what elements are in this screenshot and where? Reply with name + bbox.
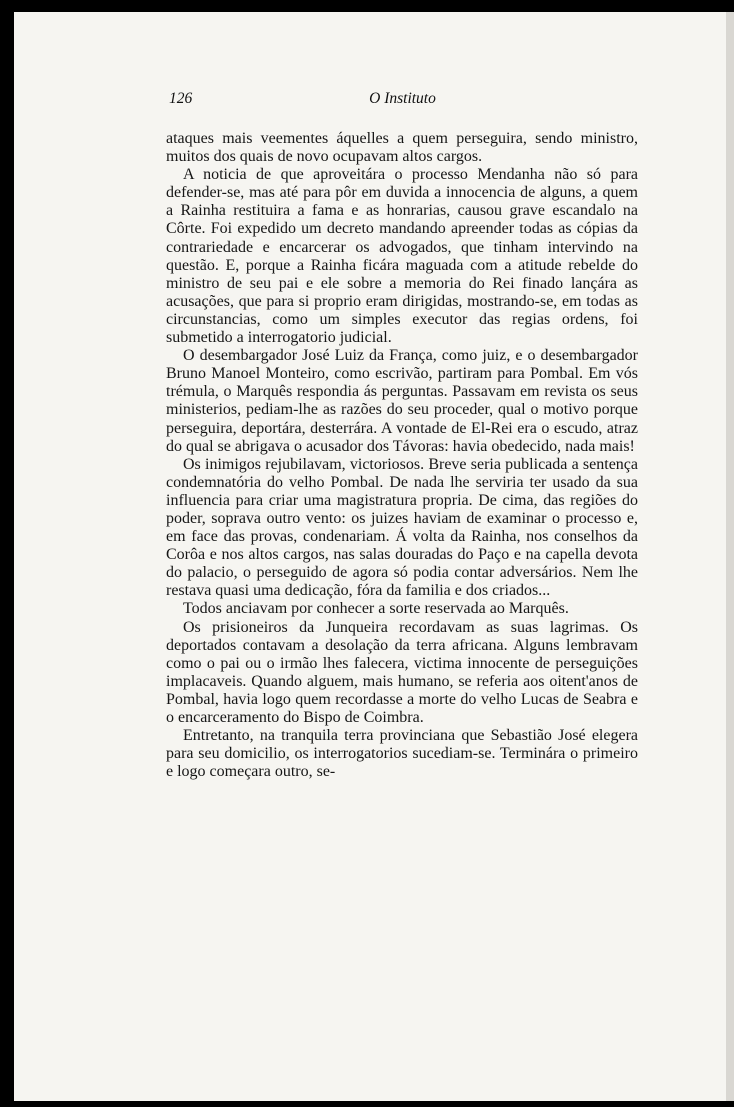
- running-title: O Instituto: [369, 90, 436, 107]
- paragraph: ataques mais veementes áquelles a quem perseguira, sendo ministro, muitos dos quais de novo ocupavam altos cargos.: [166, 130, 638, 166]
- page-header: [169, 90, 636, 112]
- paragraph: Os inimigos rejubilavam, victoriosos. Breve seria publicada a sentença condemnatória do velho Pombal. De nada lhe serviria ter usado da sua influencia para criar uma magistratura propria. De cima, das regiões do poder, soprava outro vento: os juizes haviam de examinar o processo e, em face das provas, condenariam. Á volta da Rainha, nos conselhos da Corôa e nos altos cargos, nas salas douradas do Paço e na capella devota do palacio, o perseguido de agora só podia contar adversários. Nem lhe restava quasi uma dedicação, fóra da familia e dos criados...: [166, 455, 638, 600]
- paragraph: Os prisioneiros da Junqueira recordavam as suas lagrimas. Os deportados contavam a desolação da terra africana. Alguns lembravam como o pai ou o irmão lhes falecera, victima innocente de perseguições implacaveis. Quando alguem, mais humano, se referia aos oitent'anos de Pombal, havia logo quem recordasse a morte do velho Lucas de Seabra e o encarceramento do Bispo de Coimbra.: [166, 618, 638, 726]
- page-number: 126: [169, 90, 193, 107]
- paragraph: Entretanto, na tranquila terra provinciana que Sebastião José elegera para seu domicilio, os interrogatorios sucediam-se. Terminára o primeiro e logo começara outro, se-: [166, 727, 638, 781]
- paragraph: A noticia de que aproveitára o processo Mendanha não só para defender-se, mas até para pôr em duvida a innocencia de alguns, a quem a Rainha restituira a fama e as honrarias, causou grave escandalo na Côrte. Foi expedido um decreto mandando apreender todas as cópias da contrariedade e encarcerar os advogados, que tinham intervindo na questão. E, porque a Rainha ficára maguada com a atitude rebelde do ministro de seu pai e ele sobre a memoria do Rei finado lançára as acusações, que para si proprio eram dirigidas, mostrando-se, em todas as circunstancias, como um simples executor das regias ordens, foi submetido a interrogatorio judicial.: [166, 166, 638, 347]
- paragraph: O desembargador José Luiz da França, como juiz, e o desembargador Bruno Manoel Monteiro, como escrivão, partiram para Pombal. Em vós trémula, o Marquês respondia ás perguntas. Passavam em revista os seus ministerios, pediam-lhe as razões do seu proceder, qual o motivo porque perseguira, deportára, desterrára. A vontade de El-Rei era o escudo, atraz do qual se abrigava o acusador dos Távoras: havia obedecido, nada mais!: [166, 347, 638, 455]
- page-edge: [726, 12, 734, 1101]
- body-text: [166, 130, 638, 781]
- paragraph: Todos anciavam por conhecer a sorte reservada ao Marquês.: [183, 600, 569, 618]
